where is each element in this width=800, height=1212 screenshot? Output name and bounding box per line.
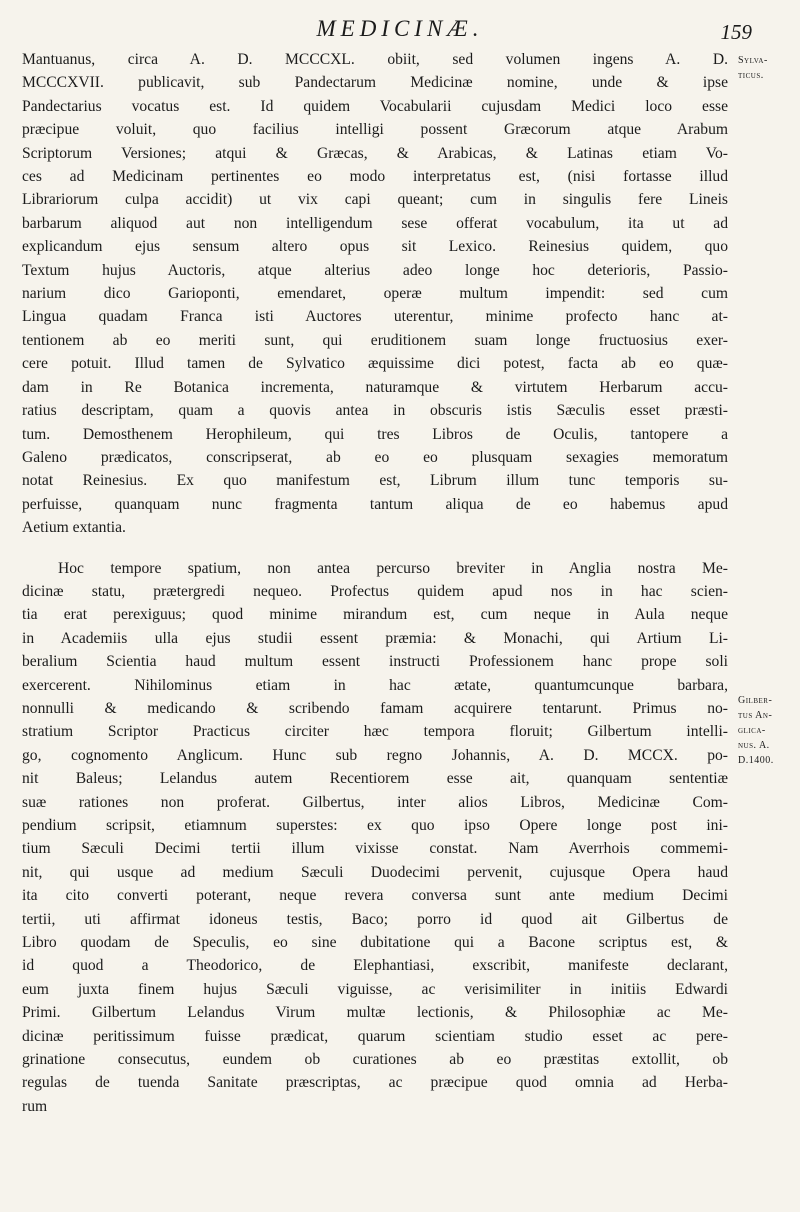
text-line: dicinæ statu, prætergredi nequeo. Profectus quidem apud nos in hac scien- bbox=[22, 582, 728, 600]
text-line: stratium Scriptor Practicus circiter hæc tempora floruit; Gilbertum intelli- bbox=[22, 723, 728, 741]
text-line: rum bbox=[22, 1097, 48, 1115]
text-line: Aetium extantia. bbox=[22, 519, 126, 537]
page-number: 159 bbox=[720, 20, 752, 44]
text-line: Librariorum culpa accidit) ut vix capi queant; cum in singulis fere Lineis bbox=[22, 191, 728, 209]
text-line: nonnulli & medicando & scribendo famam acquirere tentarunt. Primus no- bbox=[22, 699, 728, 717]
text-line: grinatione consecutus, eundem ob curationes ab eo præstitas extollit, ob bbox=[22, 1051, 728, 1069]
running-title: MEDICINÆ. bbox=[316, 16, 484, 41]
text-line: perfuisse, quanquam nunc fragmenta tantum aliqua de eo habemus apud bbox=[22, 495, 728, 513]
margin-note-line: glica- bbox=[738, 725, 766, 736]
paragraph-gilbertus bbox=[22, 557, 728, 1119]
text-line: tia erat perexiguus; quod minime mirandum est, cum neque in Aula neque bbox=[22, 606, 728, 624]
text-line: notat Reinesius. Ex quo manifestum est, Librum illum tunc temporis su- bbox=[22, 472, 728, 490]
text-line: Scriptorum Versiones; atqui & Græcas, & Arabicas, & Latinas etiam Vo- bbox=[22, 144, 728, 162]
text-line: barbarum aliquod aut non intelligendum sese offerat vocabulum, ita ut ad bbox=[22, 214, 728, 232]
margin-note-gilbertus bbox=[738, 693, 800, 768]
text-line: in Academiis ulla ejus studii essent præmia: & Monachi, qui Artium Li- bbox=[22, 629, 728, 647]
text-line: Pandectarius vocatus est. Id quidem Vocabularii cujusdam Medici loco esse bbox=[22, 97, 728, 115]
text-line: nit, qui usque ad medium Sæculi Duodecimi pervenit, cujusque Opera haud bbox=[22, 863, 728, 881]
text-line: Hoc tempore spatium, non antea percurso breviter in Anglia nostra Me- bbox=[58, 559, 728, 577]
margin-note-sylvaticus bbox=[738, 53, 800, 83]
text-line: ratius descriptam, quam a quovis antea in obscuris istis Sæculis esset præsti- bbox=[22, 402, 728, 420]
text-line: tentionem ab eo meriti sunt, qui eruditionem suam longe fructuosius exer- bbox=[22, 331, 728, 349]
text-line: Textum hujus Auctoris, atque alterius adeo longe hoc deterioris, Passio- bbox=[22, 261, 728, 279]
text-line: eum juxta finem hujus Sæculi viguisse, ac verisimiliter in initiis Edwardi bbox=[22, 980, 728, 998]
text-line: MCCCXVII. publicavit, sub Pandectarum Medicinæ nomine, unde & ipse bbox=[22, 74, 728, 92]
text-line: ita cito converti poterant, neque revera conversa sunt ante medium Decimi bbox=[22, 887, 728, 905]
paragraph-sylvaticus bbox=[22, 48, 728, 540]
text-line: præcipue voluit, quo facilius intelligi possent Græcorum atque Arabum bbox=[22, 121, 728, 139]
text-line: dicinæ peritissimum fuisse prædicat, quarum scientiam studio esset ac pere- bbox=[22, 1027, 728, 1045]
margin-note-line: ticus. bbox=[738, 70, 764, 81]
text-line: id quod a Theodorico, de Elephantiasi, exscribit, manifeste declarant, bbox=[22, 957, 728, 975]
margin-note-line: Gilber- bbox=[738, 695, 773, 706]
text-line: tertii, uti affirmat idoneus testis, Baco; porro id quod ait Gilbertus de bbox=[22, 910, 728, 928]
text-line: cere potuit. Illud tamen de Sylvatico æquissime dici potest, facta ab eo quæ- bbox=[22, 355, 728, 373]
text-line: narium dico Garioponti, emendaret, operæ multum impendit: sed cum bbox=[22, 285, 728, 303]
text-line: dam in Re Botanica incrementa, naturamque & virtutem Herbarum accu- bbox=[22, 378, 728, 396]
margin-note-line: D.1400. bbox=[738, 755, 774, 766]
text-line: suæ rationes non proferat. Gilbertus, inter alios Libros, Medicinæ Com- bbox=[22, 793, 728, 811]
text-line: Mantuanus, circa A. D. MCCCXL. obiit, sed volumen ingens A. D. bbox=[22, 51, 728, 68]
margin-note-line: nus. A. bbox=[738, 740, 770, 751]
text-line: regulas de tuenda Sanitate præscriptas, ac præcipue quod omnia ad Herba- bbox=[22, 1074, 728, 1092]
text-line: ces ad Medicinam pertinentes eo modo interpretatus est, (nisi fortasse illud bbox=[22, 168, 728, 186]
margin-note-line: Sylva- bbox=[738, 55, 768, 66]
text-line: Libro quodam de Speculis, eo sine dubitatione qui a Bacone scriptus est, & bbox=[22, 934, 728, 952]
margin-note-line: tus An- bbox=[738, 710, 773, 721]
text-line: Primi. Gilbertum Lelandus Virum multæ lectionis, & Philosophiæ ac Me- bbox=[22, 1004, 728, 1022]
text-line: pendium scripsit, etiamnum superstes: ex quo ipso Opere longe post ini- bbox=[22, 817, 728, 834]
text-line: nit Baleus; Lelandus autem Recentiorem esse ait, quanquam sententiæ bbox=[22, 770, 728, 788]
text-line: Lingua quadam Franca isti Auctores uterentur, minime profecto hanc at- bbox=[22, 308, 728, 326]
text-line: tium Sæculi Decimi tertii illum vixisse constat. Nam Averrhois commemi- bbox=[22, 840, 728, 858]
body-text bbox=[22, 48, 728, 1118]
page-header bbox=[40, 14, 760, 48]
text-line: exercerent. Nihilominus etiam in hac ætate, quantumcunque barbara, bbox=[22, 676, 728, 694]
text-line: beralium Scientia haud multum essent instructi Professionem hanc prope soli bbox=[22, 653, 728, 671]
text-line: explicandum ejus sensum altero opus sit Lexico. Reinesius quidem, quo bbox=[22, 238, 728, 256]
text-line: tum. Demosthenem Herophileum, qui tres Libros de Oculis, tantopere a bbox=[22, 425, 728, 443]
text-line: go, cognomento Anglicum. Hunc sub regno Johannis, A. D. MCCX. po- bbox=[22, 746, 728, 764]
text-line: Galeno prædicatos, conscripserat, ab eo eo plusquam sexagies memoratum bbox=[22, 448, 728, 466]
